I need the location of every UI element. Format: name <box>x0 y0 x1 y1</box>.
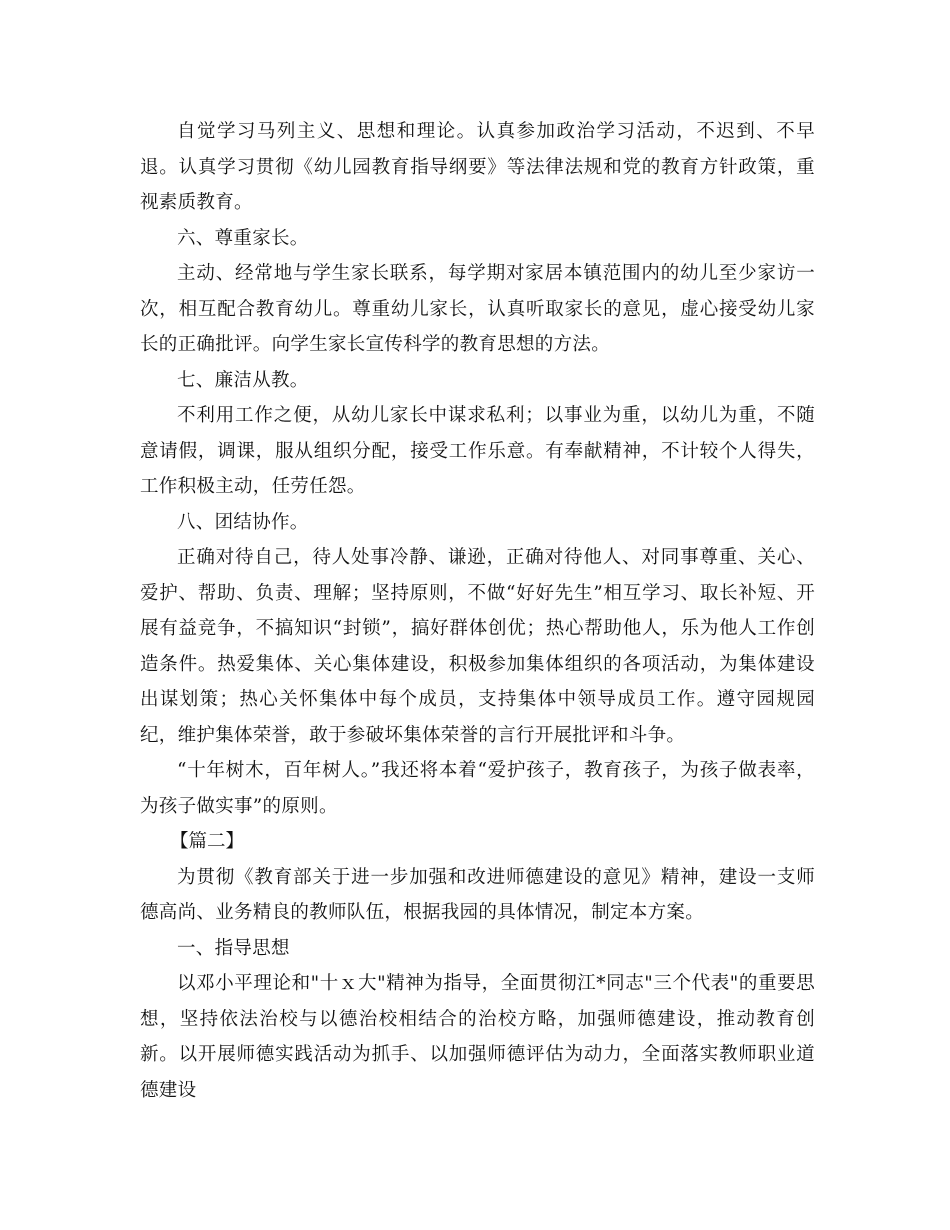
paragraph-guiding-thought: 以邓小平理论和"十ｘ大"精神为指导，全面贯彻江*同志"三个代表"的重要思想，坚持依法治校与以德治校相结合的治校方略，加强师德建设，推动教育创新。以开展师德实践活动为抓手、以加强师德评估为动力，全面落实教师职业道德建设 <box>140 973 815 1101</box>
paragraph-political-study: 自觉学习马列主义、思想和理论。认真参加政治学习活动，不迟到、不早退。认真学习贯彻《幼儿园教育指导纲要》等法律法规和党的教育方针政策，重视素质教育。 <box>140 121 815 213</box>
section-title-part-two: 【篇二】 <box>170 831 245 852</box>
paragraph-plan-intro: 为贯彻《教育部关于进一步加强和改进师德建设的意见》精神，建设一支师德高尚、业务精良的教师队伍，根据我园的具体情况，制定本方案。 <box>140 866 815 923</box>
paragraph-teamwork: 正确对待自己，待人处事冷静、谦逊，正确对待他人、对同事尊重、关心、爱护、帮助、负责、理解；坚持原则，不做“好好先生”相互学习、取长补短、开展有益竞争，不搞知识“封锁”，搞好群体创优；热心帮助他人，乐为他人工作创造条件。热爱集体、关心集体建设，积极参加集体组织的各项活动，为集体建设出谋划策；热心关怀集体中每个成员，支持集体中领导成员工作。遵守园规园纪，维护集体荣誉，敢于参破坏集体荣誉的言行开展批评和斗争。 <box>140 547 815 746</box>
document-body <box>140 114 815 1108</box>
paragraph-parent-contact: 主动、经常地与学生家长联系，每学期对家居本镇范围内的幼儿至少家访一次，相互配合教育幼儿。尊重幼儿家长，认真听取家长的意见，虚心接受幼儿家长的正确批评。向学生家长宣传科学的教育思想的方法。 <box>140 263 815 355</box>
heading-respect-parents: 六、尊重家长。 <box>177 227 309 249</box>
heading-guiding-thought: 一、指导思想 <box>177 937 290 959</box>
heading-teamwork: 八、团结协作。 <box>177 511 309 533</box>
paragraph-motto: “十年树木，百年树人。”我还将本着“爱护孩子，教育孩子，为孩子做表率，为孩子做实事”的原则。 <box>140 760 815 817</box>
paragraph-integrity: 不利用工作之便，从幼儿家长中谋求私利；以事业为重，以幼儿为重，不随意请假，调课，服从组织分配，接受工作乐意。有奉献精神，不计较个人得失，工作积极主动，任劳任怨。 <box>140 405 815 497</box>
heading-integrity: 七、廉洁从教。 <box>177 369 309 391</box>
